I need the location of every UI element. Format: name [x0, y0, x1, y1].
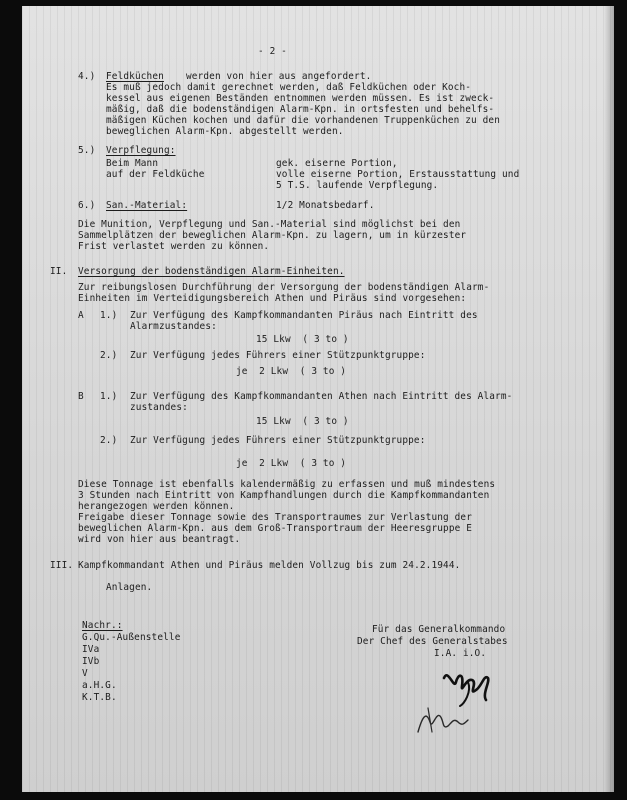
section-5-row-right: 5 T.S. laufende Verpflegung.	[276, 180, 439, 191]
distribution-item: G.Qu.-Außenstelle	[82, 632, 181, 643]
section-5-row-right: volle eiserne Portion, Erstausstattung und	[276, 169, 520, 180]
group-b-item-2-amount: je 2 Lkw ( 3 to )	[236, 458, 347, 469]
section-iii-line: Kampfkommandant Athen und Piräus melden Vollzug bis zum 24.2.1944.	[78, 560, 461, 571]
distribution-item: K.T.B.	[82, 692, 117, 703]
signature-block-line: Für das Generalkommando	[372, 624, 506, 635]
section-5-row-left: auf der Feldküche	[106, 169, 205, 180]
group-a-item-2-number: 2.)	[100, 350, 118, 361]
distribution-heading: Nachr.:	[82, 620, 123, 631]
section-4-line: Es muß jedoch damit gerechnet werden, daß Feldküchen oder Koch-	[106, 82, 472, 93]
section-ii-intro: Zur reibungslosen Durchführung der Versorgung der bodenständigen Alarm-	[78, 282, 490, 293]
group-b-item-2-number: 2.)	[100, 435, 118, 446]
section-6-value: 1/2 Monatsbedarf.	[276, 200, 375, 211]
section-4-line: mäßig, daß die bodenständigen Alarm-Kpn. in ortsfesten und behelfs-	[106, 104, 495, 115]
section-6-line: Sammelplätzen der beweglichen Alarm-Kpn. zu lagern, um in kürzester	[78, 230, 467, 241]
section-4-line: werden von hier aus angefordert.	[186, 71, 372, 82]
section-4-heading: Feldküchen	[106, 71, 164, 82]
signature-block-line: I.A. i.O.	[434, 648, 487, 659]
group-b-item-1-amount: 15 Lkw ( 3 to )	[256, 416, 349, 427]
section-6-heading: San.-Material:	[106, 200, 188, 211]
page-number: - 2 -	[258, 46, 287, 57]
section-ii-closing-line: 3 Stunden nach Eintritt von Kampfhandlungen durch die Kampfkommandanten	[78, 490, 490, 501]
handwritten-signature-secondary	[414, 702, 476, 738]
section-ii-closing-line: herangezogen werden können.	[78, 501, 235, 512]
group-a-item-1-line: Zur Verfügung des Kampfkommandanten Piräus nach Eintritt des	[130, 310, 478, 321]
distribution-item: V	[82, 668, 88, 679]
section-5-number: 5.)	[78, 145, 96, 156]
anlagen-label: Anlagen.	[106, 582, 153, 593]
group-a-item-1-amount: 15 Lkw ( 3 to )	[256, 334, 349, 345]
section-6-line: Frist verlastet werden zu können.	[78, 241, 270, 252]
section-4-number: 4.)	[78, 71, 96, 82]
page-edge-shadow	[604, 6, 614, 792]
section-5-row-left: Beim Mann	[106, 158, 159, 169]
section-ii-intro: Einheiten im Verteidigungsbereich Athen und Piräus sind vorgesehen:	[78, 293, 467, 304]
distribution-item: IVa	[82, 644, 100, 655]
group-b-item-2-line: Zur Verfügung jedes Führers einer Stützpunktgruppe:	[130, 435, 426, 446]
group-a-item-1-line: Alarmzustandes:	[130, 321, 217, 332]
section-ii-closing-line: beweglichen Alarm-Kpn. aus dem Groß-Transportraum der Heeresgruppe E	[78, 523, 473, 534]
section-ii-heading: Versorgung der bodenständigen Alarm-Einheiten.	[78, 266, 345, 277]
section-ii-closing-line: wird von hier aus beantragt.	[78, 534, 241, 545]
group-b-label: B	[78, 391, 84, 402]
group-b-item-1-number: 1.)	[100, 391, 118, 402]
signature-block-line: Der Chef des Generalstabes	[357, 636, 508, 647]
section-4-line: beweglichen Alarm-Kpn. abgestellt werden.	[106, 126, 344, 137]
section-ii-closing-line: Diese Tonnage ist ebenfalls kalendermäßig zu erfassen und muß mindestens	[78, 479, 496, 490]
group-b-item-1-line: zustandes:	[130, 402, 188, 413]
group-a-label: A	[78, 310, 84, 321]
distribution-item: IVb	[82, 656, 100, 667]
section-4-line: kessel aus eigenen Beständen entnommen werden müssen. Es ist zweck-	[106, 93, 495, 104]
group-a-item-2-amount: je 2 Lkw ( 3 to )	[236, 366, 347, 377]
section-5-heading: Verpflegung:	[106, 145, 176, 156]
section-4-line: mäßigen Küchen kochen und dafür die vorhandenen Truppenküchen zu den	[106, 115, 501, 126]
group-a-item-1-number: 1.)	[100, 310, 118, 321]
section-6-line: Die Munition, Verpflegung und San.-Material sind möglichst bei den	[78, 219, 461, 230]
distribution-item: a.H.G.	[82, 680, 117, 691]
group-b-item-1-line: Zur Verfügung des Kampfkommandanten Athen nach Eintritt des Alarm-	[130, 391, 513, 402]
group-a-item-2-line: Zur Verfügung jedes Führers einer Stützpunktgruppe:	[130, 350, 426, 361]
section-5-row-right: gek. eiserne Portion,	[276, 158, 398, 169]
section-ii-number: II.	[50, 266, 68, 277]
section-iii-number: III.	[50, 560, 74, 571]
section-ii-closing-line: Freigabe dieser Tonnage sowie des Transportraumes zur Verlastung der	[78, 512, 473, 523]
section-6-number: 6.)	[78, 200, 96, 211]
